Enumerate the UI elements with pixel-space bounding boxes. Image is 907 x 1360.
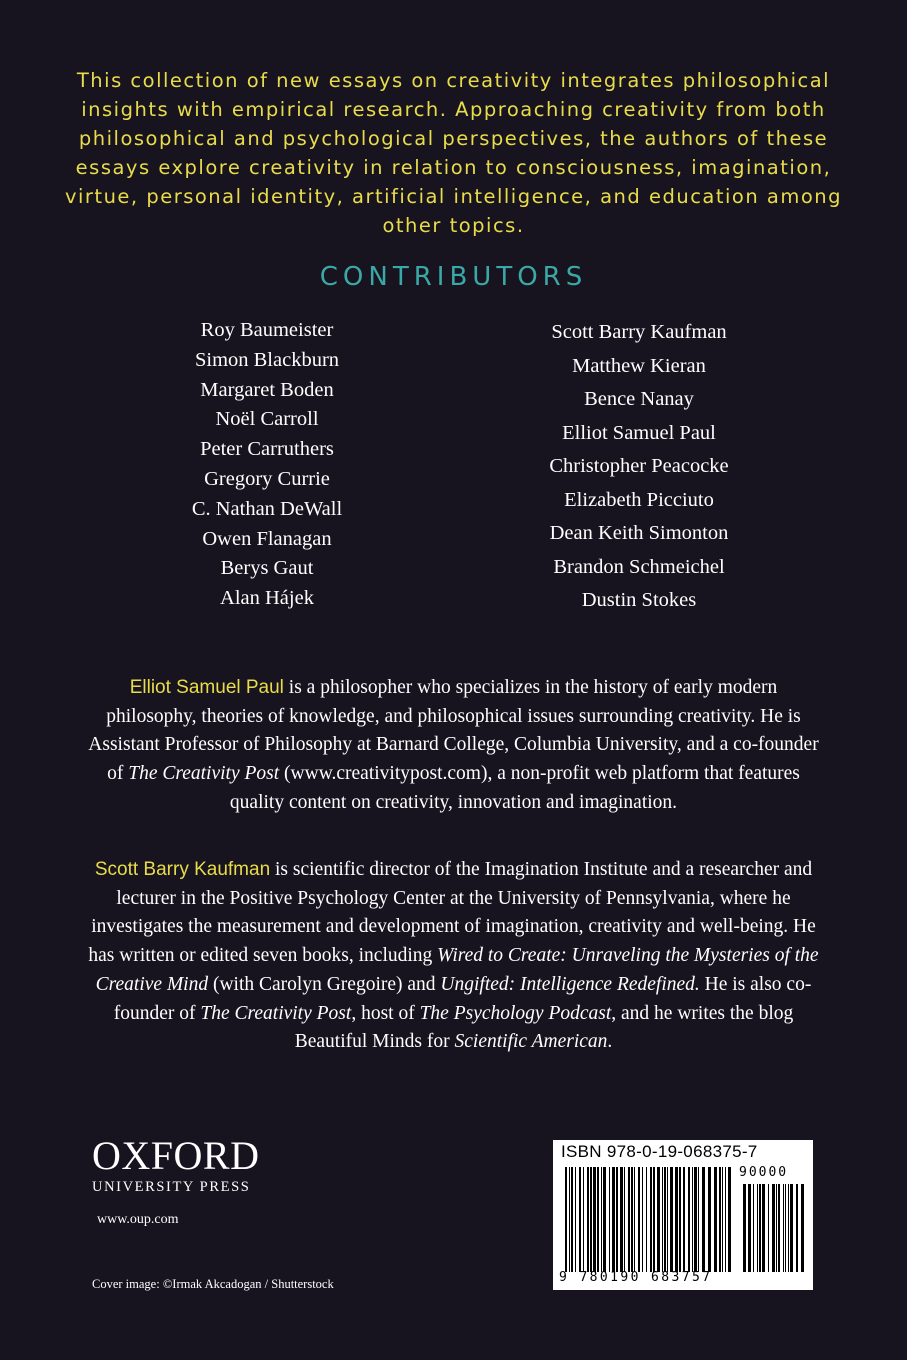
contributor-name: Brandon Schmeichel [553,555,725,578]
bio-italic-title: Scientific American [454,1031,608,1053]
contributor-name: Matthew Kieran [572,354,706,377]
contributor-name: Noël Carroll [215,408,319,431]
contributor-name: Dustin Stokes [581,589,697,611]
contributor-name: Gregory Currie [204,467,330,490]
barcode-bar [731,1167,734,1272]
publisher-subtitle: UNIVERSITY PRESS [92,1179,251,1195]
bio-text: is a philosopher who specializes in the history of early modern philosophy, theories of knowledge, and philosophical issues surrounding creativity. He is Assistant Professor of Philosophy at Barnard College, Columbia University, and a co-founder of [88,677,819,785]
contributor-name: Elizabeth Picciuto [564,488,714,511]
barcode-bar [801,1184,804,1272]
bio-text: , host of [351,1002,420,1024]
contributor-name: Dean Keith Simonton [549,522,729,544]
bio-italic-title: Ungifted: Intelligence Redefined. [440,973,700,995]
contributor-name: Owen Flanagan [202,527,332,550]
bio-text: (www.creativitypost.com), a non-profit web platform that features quality content on creativity, innovation and imagination. [229,763,800,813]
editor-name: Elliot Samuel Paul [129,677,284,698]
contributor-name: Christopher Peacocke [549,455,729,477]
editor-name: Scott Barry Kaufman [94,859,271,880]
isbn-barcode [553,1140,813,1290]
contributor-name: Bence Nanay [584,388,694,410]
barcode-addon-bars [743,1184,805,1272]
editor-bio-kaufman [88,856,819,1057]
isbn-number: ISBN 978-0-19-068375-7 [561,1142,758,1161]
publisher-name: OXFORD [92,1133,260,1178]
publisher-website: www.oup.com [97,1212,179,1227]
bio-italic-title: Wired to Create: Unraveling the Mysteries of the Creative Mind [95,945,819,995]
contributor-name: Peter Carruthers [200,438,334,461]
editor-bio-paul [88,674,819,818]
contributor-name: C. Nathan DeWall [191,497,343,520]
bio-italic-title: The Creativity Post [128,763,280,785]
bio-text: , and he writes the blog Beautiful Minds for [294,1002,794,1053]
contributors-heading: CONTRIBUTORS [319,262,588,292]
contributor-name: Margaret Boden [200,378,334,401]
barcode-digits: 9 780190 683757 [559,1270,713,1285]
bio-text: . [607,1031,613,1053]
contributor-name: Elliot Samuel Paul [562,421,716,444]
bio-text: is scientific director of the Imagination Institute and a researcher and lecturer in the Positive Psychology Center at the University of Pennsylvania, where he investigates the measurement and development of imagination, creativity and well-being. He has written or edited seven books, including [88,859,816,967]
contributor-name: Simon Blackburn [194,348,340,371]
bio-italic-title: The Psychology Podcast [419,1002,612,1024]
bio-text: He is also co-founder of [113,973,812,1024]
bio-text: (with Carolyn Gregoire) and [208,973,441,995]
barcode-bars [565,1167,735,1272]
contributor-name: Roy Baumeister [200,319,334,341]
contributor-name: Alan Hájek [220,587,314,610]
publisher-logo [92,1133,260,1196]
description-blurb: This collection of new essays on creativity integrates philosophical insights with empirical research. Approaching creativity from both philosophical and psychological perspectives, the authors of these essays explore creativity in relation to consciousness, imagination, virtue, personal identity, artificial intelligence, and education among other topics. [64,69,843,237]
cover-credit: Cover image: ©Irmak Akcadogan / Shutterstock [92,1277,334,1291]
contributors-left-column [117,316,417,614]
contributor-name: Scott Barry Kaufman [551,321,727,343]
contributors-right-column [489,316,789,618]
price-code: 90000 [739,1165,789,1180]
bio-italic-title: The Creativity Post [200,1002,352,1024]
contributor-name: Berys Gaut [220,557,314,580]
